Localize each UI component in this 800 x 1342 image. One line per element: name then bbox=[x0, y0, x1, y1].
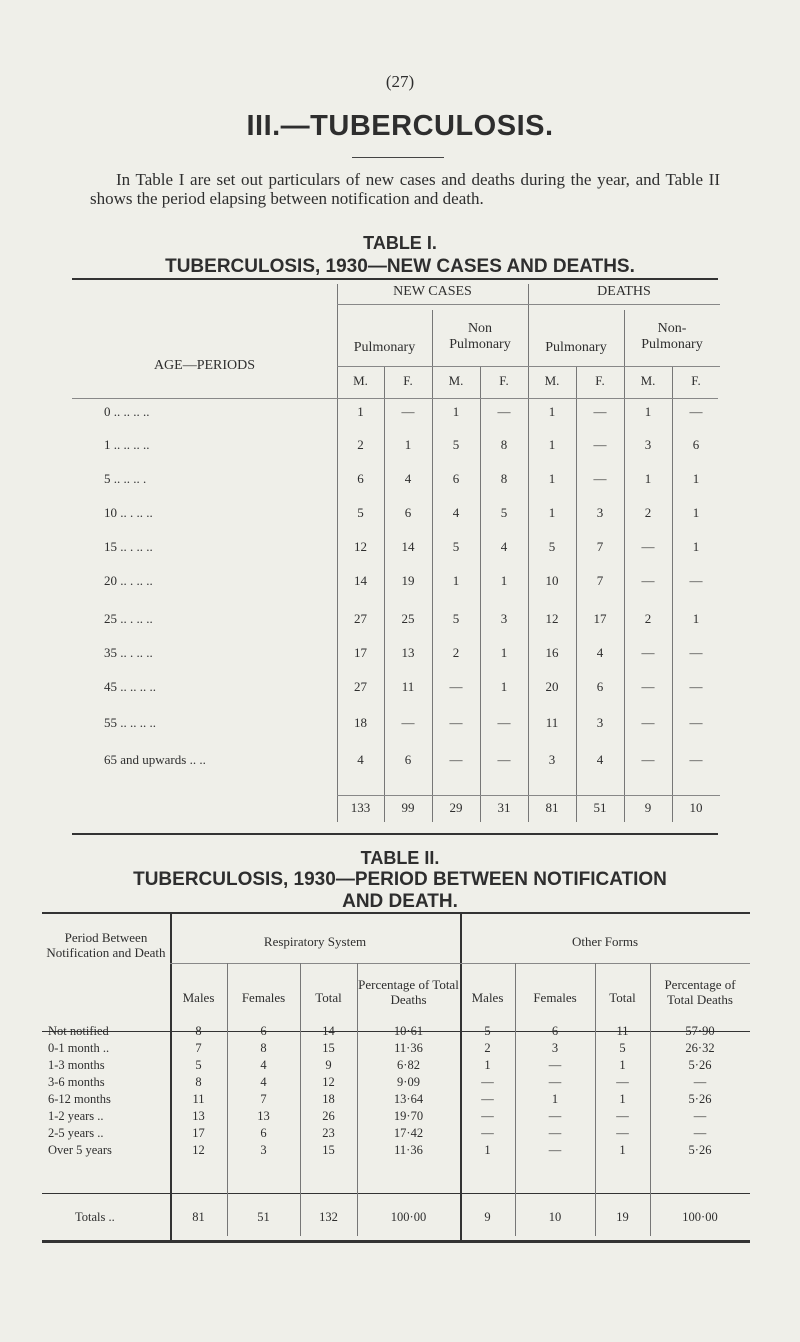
table2-cell: 5 bbox=[484, 1024, 491, 1038]
table2-total-cell: 51 bbox=[257, 1210, 270, 1224]
table1-cell: 2 bbox=[452, 645, 460, 660]
table1-cell: 1 bbox=[644, 471, 652, 486]
table2-totals-rule bbox=[42, 1193, 750, 1194]
female-header: F. bbox=[595, 373, 605, 388]
pulmonary-header: Pulmonary bbox=[353, 340, 416, 355]
table1-cell: 1 bbox=[500, 573, 508, 588]
table1-cell: 4 bbox=[452, 505, 460, 520]
table1-cell: 2 bbox=[357, 437, 364, 452]
table2-cell: — bbox=[548, 1058, 562, 1072]
table2-cell: — bbox=[693, 1109, 707, 1123]
table1-cell: 2 bbox=[644, 611, 652, 626]
table1-total-cell: 29 bbox=[449, 800, 463, 815]
table2-cell: 26 bbox=[322, 1109, 335, 1123]
period-label: 3-6 months bbox=[48, 1075, 105, 1089]
male-header: M. bbox=[544, 373, 560, 388]
table1-cell: 8 bbox=[500, 471, 508, 486]
totals-label: Totals .. bbox=[75, 1210, 115, 1224]
table1-cell: 5 bbox=[452, 539, 460, 554]
table1-cell: 6 bbox=[404, 752, 412, 767]
table2-cell: — bbox=[481, 1126, 494, 1140]
total-header: Total bbox=[315, 990, 342, 1005]
table2-cell: — bbox=[616, 1109, 629, 1123]
age-period-label: 1 .. .. .. .. bbox=[104, 437, 150, 452]
table2-total-cell: 81 bbox=[192, 1210, 205, 1224]
section-title: III.—TUBERCULOSIS. bbox=[246, 110, 554, 142]
table2-cell: 3 bbox=[551, 1041, 559, 1055]
table2-cell: 5 bbox=[195, 1058, 202, 1072]
table1-total-cell: 133 bbox=[350, 800, 371, 815]
age-periods-header: AGE—PERIODS bbox=[153, 358, 256, 373]
table2-label: TABLE II. bbox=[360, 848, 440, 868]
female-header: F. bbox=[499, 373, 509, 388]
table1-cell: 3 bbox=[548, 752, 556, 767]
table1-cell: 27 bbox=[354, 679, 367, 694]
female-header: F. bbox=[691, 373, 701, 388]
table2-cell: 17 bbox=[192, 1126, 205, 1140]
table1-cell: 7 bbox=[596, 573, 604, 588]
table1-cell: 11 bbox=[545, 715, 559, 730]
male-header: M. bbox=[448, 373, 464, 388]
table1-header-rule bbox=[337, 304, 720, 305]
table1-cell: — bbox=[689, 404, 703, 419]
table1-cell: 18 bbox=[354, 715, 367, 730]
table2-cell: 8 bbox=[260, 1041, 267, 1055]
age-period-label: 15 .. . .. .. bbox=[104, 539, 153, 554]
total-header: Total bbox=[609, 990, 636, 1005]
female-header: F. bbox=[403, 373, 413, 388]
table1-total-cell: 99 bbox=[401, 800, 415, 815]
period-label: Not notified bbox=[48, 1024, 109, 1038]
table1-cell: 1 bbox=[548, 437, 556, 452]
table2-cell: 11·36 bbox=[394, 1041, 423, 1055]
table1-cell: 3 bbox=[596, 715, 604, 730]
table2-cell: 7 bbox=[195, 1041, 202, 1055]
table1-total-cell: 81 bbox=[545, 800, 559, 815]
table2-cell: 13 bbox=[192, 1109, 205, 1123]
table1-cell: — bbox=[593, 471, 607, 486]
table1-cell: 4 bbox=[596, 645, 604, 660]
table1-cell: 17 bbox=[593, 611, 607, 626]
table1-cell: 6 bbox=[357, 471, 364, 486]
table2-cell: 1 bbox=[484, 1143, 491, 1157]
table2-cell: 1 bbox=[619, 1058, 626, 1072]
table1-cell: 6 bbox=[596, 679, 604, 694]
table2-cell: 5 bbox=[619, 1041, 626, 1055]
table1-cell: 1 bbox=[452, 404, 460, 419]
table2-header-rule bbox=[170, 963, 750, 964]
table1-cell: — bbox=[449, 679, 463, 694]
table1-cell: — bbox=[641, 645, 655, 660]
age-period-label: 10 .. . .. .. bbox=[104, 505, 153, 520]
table2-cell: 57·90 bbox=[685, 1024, 715, 1038]
table2-cell: 12 bbox=[322, 1075, 335, 1089]
table2-title-line1: TUBERCULOSIS, 1930—PERIOD BETWEEN NOTIFICATION bbox=[133, 869, 667, 890]
table1-cell: — bbox=[689, 573, 703, 588]
table1-cell: 20 bbox=[545, 679, 559, 694]
table2-title bbox=[0, 869, 800, 913]
table2-cell: 2 bbox=[484, 1041, 491, 1055]
table1-cell: 1 bbox=[692, 505, 700, 520]
table2-cell: 6 bbox=[260, 1126, 267, 1140]
table1-cell: 10 bbox=[545, 573, 559, 588]
period-label: 1-2 years .. bbox=[48, 1109, 104, 1123]
males-header: Males bbox=[182, 990, 215, 1005]
table1-cell: 4 bbox=[357, 752, 364, 767]
table1-cell: 4 bbox=[500, 539, 508, 554]
table1-header-rule bbox=[72, 398, 718, 399]
table1-cell: — bbox=[641, 752, 655, 767]
age-period-label: 5 .. .. .. . bbox=[104, 471, 147, 486]
table1-cell: 6 bbox=[404, 505, 412, 520]
title-divider bbox=[352, 157, 444, 158]
table1-cell: — bbox=[641, 679, 655, 694]
new-cases-header: NEW CASES bbox=[393, 284, 472, 299]
deaths-header: DEATHS bbox=[597, 284, 651, 299]
table1-header-rule bbox=[337, 366, 720, 367]
period-label: 6-12 months bbox=[48, 1092, 111, 1106]
table1-cell: 1 bbox=[644, 404, 652, 419]
table1-title: TUBERCULOSIS, 1930—NEW CASES AND DEATHS. bbox=[165, 256, 635, 277]
table2-total-cell: 9 bbox=[484, 1210, 491, 1224]
table1-cell: 1 bbox=[692, 539, 700, 554]
table1-cell: — bbox=[401, 404, 415, 419]
table2-cell: 14 bbox=[322, 1024, 335, 1038]
period-label: 0-1 month .. bbox=[48, 1041, 110, 1055]
table1-cell: — bbox=[449, 752, 463, 767]
table1-cell: 16 bbox=[545, 645, 559, 660]
table2-cell: 23 bbox=[322, 1126, 335, 1140]
table2-total-cell: 132 bbox=[319, 1210, 338, 1224]
table2-cell: 1 bbox=[619, 1143, 626, 1157]
page-number: (27) bbox=[385, 72, 415, 91]
period-header: Period Between Notification and Death bbox=[46, 930, 166, 960]
table2-cell: 17·42 bbox=[393, 1126, 424, 1140]
females-header: Females bbox=[533, 990, 577, 1005]
table2-cell: 1 bbox=[484, 1058, 491, 1072]
table2-total-cell: 10 bbox=[548, 1210, 562, 1224]
table1-total-cell: 51 bbox=[593, 800, 607, 815]
table1-cell: 12 bbox=[545, 611, 559, 626]
age-period-label: 45 .. .. .. .. bbox=[104, 679, 156, 694]
table1-cell: 4 bbox=[404, 471, 412, 486]
table2-cell: 13 bbox=[257, 1109, 270, 1123]
table2-cell: 4 bbox=[260, 1075, 267, 1089]
table1-cell: 14 bbox=[354, 573, 367, 588]
table2-cell: 9 bbox=[325, 1058, 332, 1072]
table1-cell: — bbox=[689, 715, 703, 730]
table1-cell: — bbox=[689, 645, 703, 660]
table2-cell: 3 bbox=[260, 1143, 267, 1157]
table1-total-cell: 9 bbox=[644, 800, 652, 815]
table1-label: TABLE I. bbox=[363, 233, 437, 253]
other-forms-header: Other Forms bbox=[571, 934, 639, 949]
respiratory-system-header: Respiratory System bbox=[263, 934, 367, 949]
table2-cell: 8 bbox=[195, 1075, 202, 1089]
table2-cell: — bbox=[548, 1143, 562, 1157]
females-header: Females bbox=[241, 990, 286, 1005]
table2-cell: — bbox=[693, 1075, 707, 1089]
table1-cell: — bbox=[689, 752, 703, 767]
table1-cell: — bbox=[401, 715, 415, 730]
table2-top-rule bbox=[42, 912, 750, 914]
table1-total-cell: 10 bbox=[689, 800, 703, 815]
age-period-label: 20 .. . .. .. bbox=[104, 573, 153, 588]
table1-cell: 11 bbox=[401, 679, 415, 694]
table2-cell: 1 bbox=[619, 1092, 626, 1106]
period-label: 1-3 months bbox=[48, 1058, 105, 1072]
pulmonary-header: Pulmonary bbox=[545, 340, 607, 355]
table1-cell: 6 bbox=[452, 471, 460, 486]
non-pulmonary-header: Non-Pulmonary bbox=[641, 321, 703, 352]
table1-cell: — bbox=[641, 573, 655, 588]
table2-cell: 15 bbox=[322, 1143, 335, 1157]
table1-cell: 13 bbox=[401, 645, 415, 660]
male-header: M. bbox=[640, 373, 656, 388]
table1-cell: 2 bbox=[644, 505, 652, 520]
table2-title-line2: AND DEATH. bbox=[342, 891, 458, 912]
table2-cell: 19·70 bbox=[393, 1109, 424, 1123]
table2-cell: 13·64 bbox=[393, 1092, 424, 1106]
table1-cell: 14 bbox=[401, 539, 415, 554]
table2-cell: 12 bbox=[192, 1143, 205, 1157]
table1-bottom-rule bbox=[72, 833, 718, 835]
table1-cell: — bbox=[641, 539, 655, 554]
male-header: M. bbox=[353, 373, 368, 388]
males-header: Males bbox=[471, 990, 504, 1005]
table1-cell: 19 bbox=[401, 573, 415, 588]
table1-totals-rule bbox=[337, 795, 720, 796]
table1-cell: — bbox=[497, 404, 511, 419]
table2-cell: — bbox=[481, 1109, 494, 1123]
table1-cell: 3 bbox=[644, 437, 652, 452]
table1-cell: — bbox=[497, 752, 511, 767]
table2-cell: 26·32 bbox=[685, 1041, 715, 1055]
table1-total-cell: 31 bbox=[497, 800, 511, 815]
table1-cell: 3 bbox=[500, 611, 508, 626]
age-period-label: 55 .. .. .. .. bbox=[104, 715, 156, 730]
table2-period-between-notification-and-death bbox=[42, 912, 750, 1242]
table2-cell: 6 bbox=[551, 1024, 559, 1038]
table1-cell: 12 bbox=[354, 539, 367, 554]
table2-cell: 1 bbox=[551, 1092, 559, 1106]
table2-total-cell: 100·00 bbox=[682, 1210, 718, 1224]
table2-cell: 6 bbox=[260, 1024, 267, 1038]
age-period-label: 25 .. . .. .. bbox=[104, 611, 153, 626]
table2-cell: 15 bbox=[322, 1041, 335, 1055]
age-period-label: 65 and upwards .. .. bbox=[104, 752, 206, 767]
table1-cell: 1 bbox=[548, 471, 556, 486]
table2-cell: — bbox=[481, 1092, 494, 1106]
table2-cell: — bbox=[548, 1075, 562, 1089]
table1-cell: 8 bbox=[500, 437, 508, 452]
period-label: 2-5 years .. bbox=[48, 1126, 104, 1140]
table1-cell: — bbox=[641, 715, 655, 730]
table2-cell: — bbox=[548, 1126, 562, 1140]
table1-top-rule bbox=[72, 278, 718, 280]
table1-cell: — bbox=[497, 715, 511, 730]
table2-cell: — bbox=[548, 1109, 562, 1123]
table1-cell: 27 bbox=[354, 611, 367, 626]
table1-cell: — bbox=[593, 437, 607, 452]
table1-cell: 17 bbox=[354, 645, 367, 660]
table1-cell: 4 bbox=[596, 752, 604, 767]
table1-cell: 5 bbox=[452, 437, 460, 452]
table1-cell: 3 bbox=[596, 505, 604, 520]
table2-cell: 11·36 bbox=[394, 1143, 423, 1157]
table2-bottom-rule bbox=[42, 1240, 750, 1243]
table1-cell: 25 bbox=[401, 611, 415, 626]
table1-cell: 1 bbox=[500, 679, 508, 694]
table2-cell: 6·82 bbox=[397, 1058, 420, 1072]
table2-cell: — bbox=[481, 1075, 494, 1089]
intro-paragraph: In Table I are set out particulars of new cases and deaths during the year, and Table II shows the period elapsing between notification and death. bbox=[90, 170, 720, 208]
table2-cell: 9·09 bbox=[397, 1075, 420, 1089]
table2-cell: — bbox=[616, 1075, 629, 1089]
percentage-header: Percentage of Total Deaths bbox=[358, 977, 459, 1007]
table1-cell: — bbox=[689, 679, 703, 694]
table2-cell: 5·26 bbox=[688, 1143, 712, 1157]
table1-cell: — bbox=[593, 404, 607, 419]
table2-cell: — bbox=[693, 1126, 707, 1140]
percentage-header: Percentage of Total Deaths bbox=[664, 977, 736, 1007]
table1-cell: 5 bbox=[548, 539, 556, 554]
age-period-label: 35 .. . .. .. bbox=[104, 645, 153, 660]
non-pulmonary-header: Non Pulmonary bbox=[449, 321, 511, 352]
table2-total-cell: 19 bbox=[616, 1210, 629, 1224]
table2-cell: 5·26 bbox=[688, 1092, 712, 1106]
table1-cell: 5 bbox=[500, 505, 508, 520]
table2-cell: 11 bbox=[616, 1024, 629, 1038]
table2-cell: 11 bbox=[192, 1092, 205, 1106]
table2-cell: 18 bbox=[322, 1092, 335, 1106]
table1-cell: 5 bbox=[357, 505, 364, 520]
table1-cell: 1 bbox=[452, 573, 460, 588]
table2-cell: 8 bbox=[195, 1024, 202, 1038]
table1-cell: 1 bbox=[692, 611, 700, 626]
age-period-label: 0 .. .. .. .. bbox=[104, 404, 150, 419]
table1-cell: 5 bbox=[452, 611, 460, 626]
table2-cell: 7 bbox=[260, 1092, 267, 1106]
table1-cell: 7 bbox=[596, 539, 604, 554]
table1-new-cases-and-deaths bbox=[72, 278, 718, 833]
table1-cell: 1 bbox=[548, 404, 556, 419]
table2-cell: 5·26 bbox=[688, 1058, 712, 1072]
table1-cell: 1 bbox=[357, 404, 364, 419]
table1-cell: 1 bbox=[404, 437, 412, 452]
period-label: Over 5 years bbox=[48, 1143, 112, 1157]
table1-cell: 6 bbox=[692, 437, 700, 452]
table2-total-cell: 100·00 bbox=[390, 1210, 427, 1224]
table1-cell: 1 bbox=[500, 645, 508, 660]
table1-cell: — bbox=[449, 715, 463, 730]
table1-cell: 1 bbox=[548, 505, 556, 520]
table1-cell: 1 bbox=[692, 471, 700, 486]
table2-cell: 4 bbox=[260, 1058, 267, 1072]
table2-cell: — bbox=[616, 1126, 629, 1140]
table2-cell: 10·61 bbox=[393, 1024, 424, 1038]
